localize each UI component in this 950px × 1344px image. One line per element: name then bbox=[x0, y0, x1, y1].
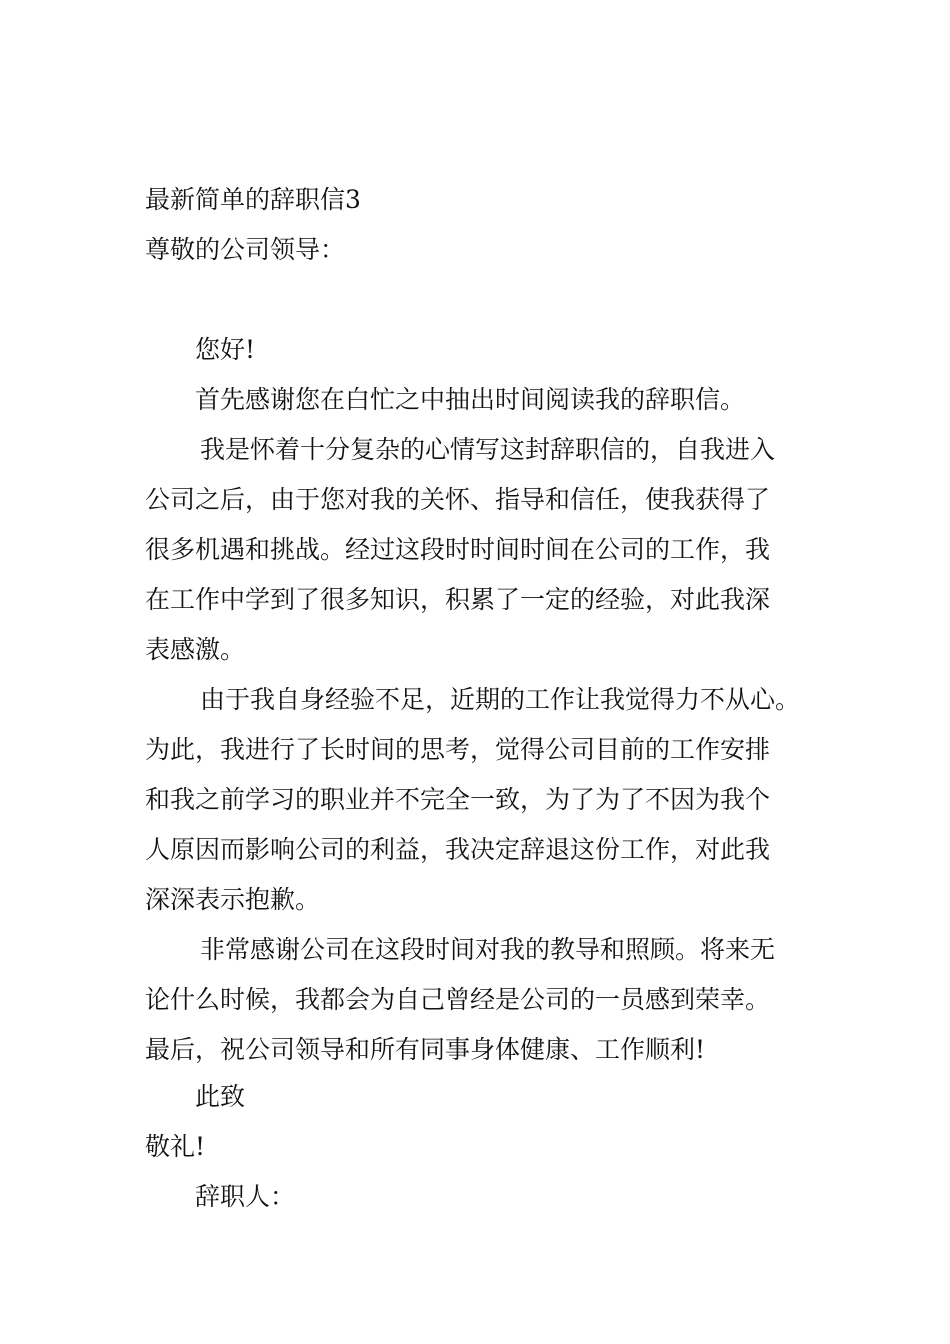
document-title: 最新简单的辞职信3 bbox=[145, 185, 361, 214]
signature-label: 辞职人： bbox=[195, 1182, 296, 1211]
paragraph-2-line-2: 公司之后，由于您对我的关怀、指导和信任，使我获得了 bbox=[145, 485, 771, 514]
salutation: 尊敬的公司领导： bbox=[145, 235, 346, 264]
paragraph-3-line-5: 深深表示抱歉。 bbox=[145, 885, 321, 914]
paragraph-3-line-4: 人原因而影响公司的利益，我决定辞退这份工作，对此我 bbox=[145, 835, 771, 864]
closing-line-1: 此致 bbox=[195, 1082, 246, 1111]
paragraph-3-line-2: 为此，我进行了长时间的思考，觉得公司目前的工作安排 bbox=[145, 735, 771, 764]
paragraph-4-line-3: 最后，祝公司领导和所有同事身体健康、工作顺利! bbox=[145, 1035, 706, 1064]
paragraph-2-line-4: 在工作中学到了很多知识，积累了一定的经验，对此我深 bbox=[145, 585, 771, 614]
paragraph-3-line-1: 由于我自身经验不足，近期的工作让我觉得力不从心。 bbox=[200, 685, 801, 714]
closing-line-2: 敬礼! bbox=[145, 1132, 206, 1161]
paragraph-2-line-5: 表感激。 bbox=[145, 635, 246, 664]
paragraph-4-line-2: 论什么时候，我都会为自己曾经是公司的一员感到荣幸。 bbox=[145, 985, 771, 1014]
paragraph-2-line-3: 很多机遇和挑战。经过这段时时间时间在公司的工作，我 bbox=[145, 535, 771, 564]
paragraph-4-line-1: 非常感谢公司在这段时间对我的教导和照顾。将来无 bbox=[200, 935, 776, 964]
paragraph-3-line-3: 和我之前学习的职业并不完全一致，为了为了不因为我个 bbox=[145, 785, 771, 814]
paragraph-2-line-1: 我是怀着十分复杂的心情写这封辞职信的，自我进入 bbox=[200, 435, 776, 464]
paragraph-1-line-1: 首先感谢您在白忙之中抽出时间阅读我的辞职信。 bbox=[195, 385, 746, 414]
greeting: 您好! bbox=[195, 335, 256, 364]
